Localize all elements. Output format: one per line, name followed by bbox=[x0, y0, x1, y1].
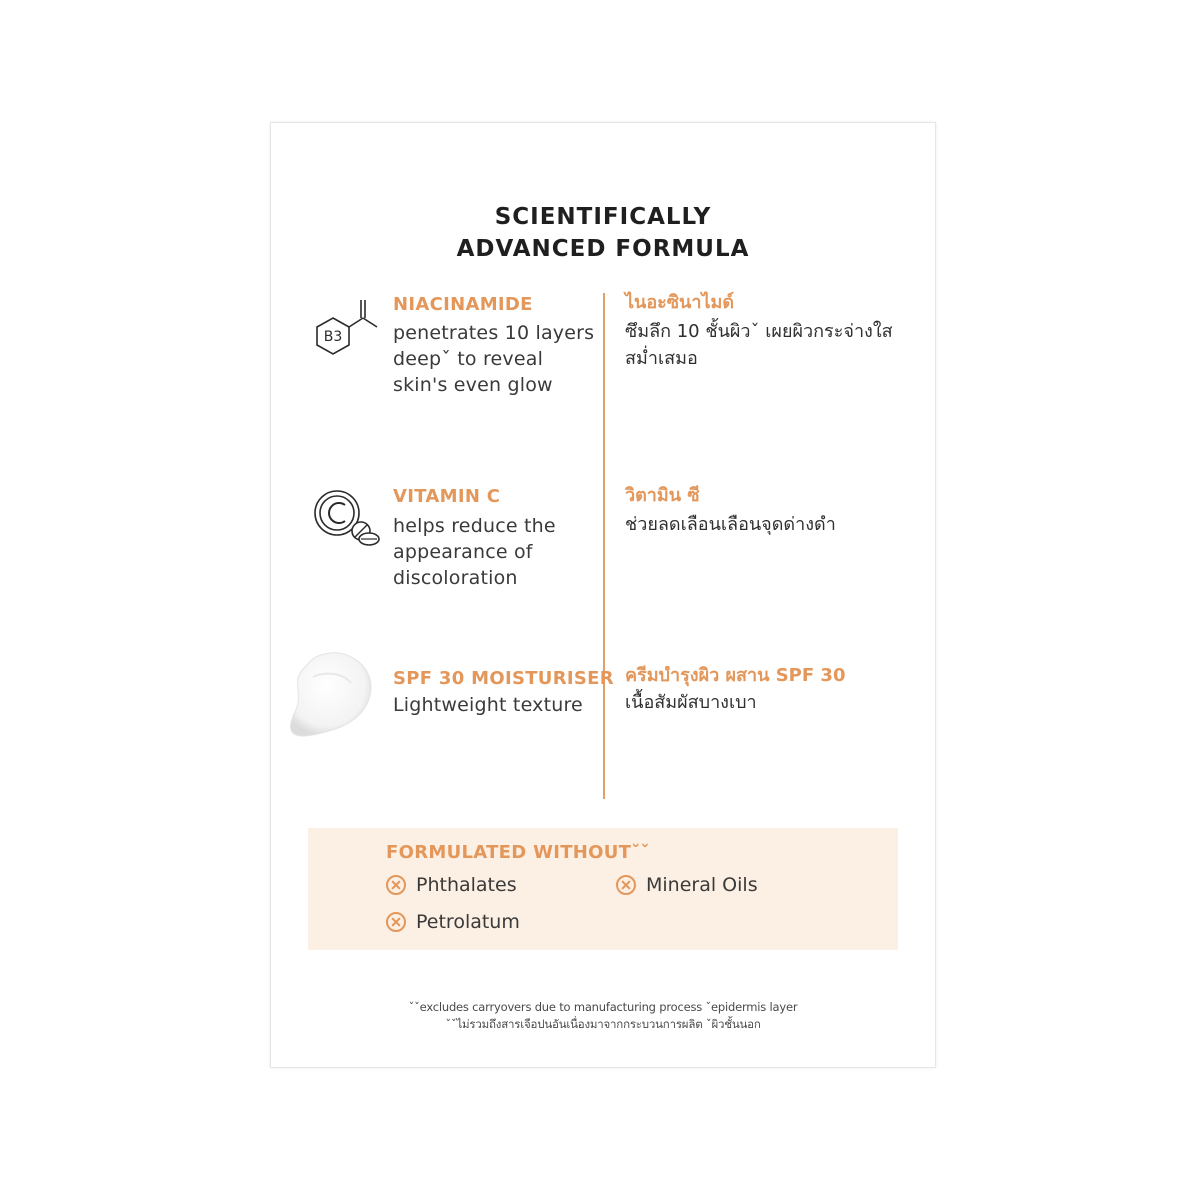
footnote-en: ˇˇexcludes carryovers due to manufacturing process ˇepidermis layer bbox=[408, 1000, 798, 1014]
formulated-without-panel bbox=[308, 828, 898, 950]
spf30-title-en: SPF 30 MOISTURISER bbox=[393, 668, 614, 689]
vitamin-c-body-en: helps reduce the appearance of discoloration bbox=[393, 515, 556, 589]
headline-line-2: ADVANCED FORMULA bbox=[456, 236, 750, 262]
column-divider bbox=[603, 293, 605, 799]
cross-circle-icon bbox=[386, 875, 406, 895]
vitamin-c-icon bbox=[311, 485, 383, 551]
excluded-item bbox=[616, 874, 758, 896]
spf30-body-th: เนื้อสัมผัสบางเบา bbox=[625, 692, 757, 713]
vitamin-c-title-en: VITAMIN C bbox=[393, 486, 501, 507]
footnote-th: ˇˇไม่รวมถึงสารเจือปนอันเนื่องมาจากกระบวนการผลิต ˇผิวชั้นนอก bbox=[445, 1017, 761, 1031]
excluded-item bbox=[386, 874, 517, 896]
vitamin-c-title-th: วิตามิน ซี bbox=[625, 485, 700, 506]
b3-molecule-icon bbox=[311, 296, 383, 358]
product-info-card bbox=[270, 122, 936, 1068]
excluded-item-label: Petrolatum bbox=[416, 911, 520, 933]
excluded-item bbox=[386, 911, 520, 933]
cross-circle-icon bbox=[386, 912, 406, 932]
niacinamide-title-en: NIACINAMIDE bbox=[393, 294, 533, 315]
cream-swatch-icon bbox=[285, 647, 385, 747]
cross-circle-icon bbox=[616, 875, 636, 895]
b3-label: B3 bbox=[323, 329, 343, 345]
spf30-body-en: Lightweight texture bbox=[393, 694, 583, 716]
spf30-title-th: ครีมบำรุงผิว ผสาน SPF 30 bbox=[625, 665, 846, 686]
headline-line-1: SCIENTIFICALLY bbox=[494, 204, 712, 230]
niacinamide-body-th: ซึมลึก 10 ชั้นผิวˇ เผยผิวกระจ่างใส สม่ำเสมอ bbox=[625, 321, 893, 369]
vitamin-c-body-th: ช่วยลดเลือนเลือนจุดด่างดำ bbox=[625, 514, 836, 535]
niacinamide-body-en: penetrates 10 layers deepˇ to reveal skin's even glow bbox=[393, 322, 595, 396]
formulated-without-title: FORMULATED WITHOUTˇˇ bbox=[386, 842, 650, 863]
excluded-item-label: Mineral Oils bbox=[646, 874, 758, 896]
excluded-item-label: Phthalates bbox=[416, 874, 517, 896]
niacinamide-title-th: ไนอะซินาไมด์ bbox=[625, 292, 735, 313]
headline bbox=[271, 201, 935, 265]
